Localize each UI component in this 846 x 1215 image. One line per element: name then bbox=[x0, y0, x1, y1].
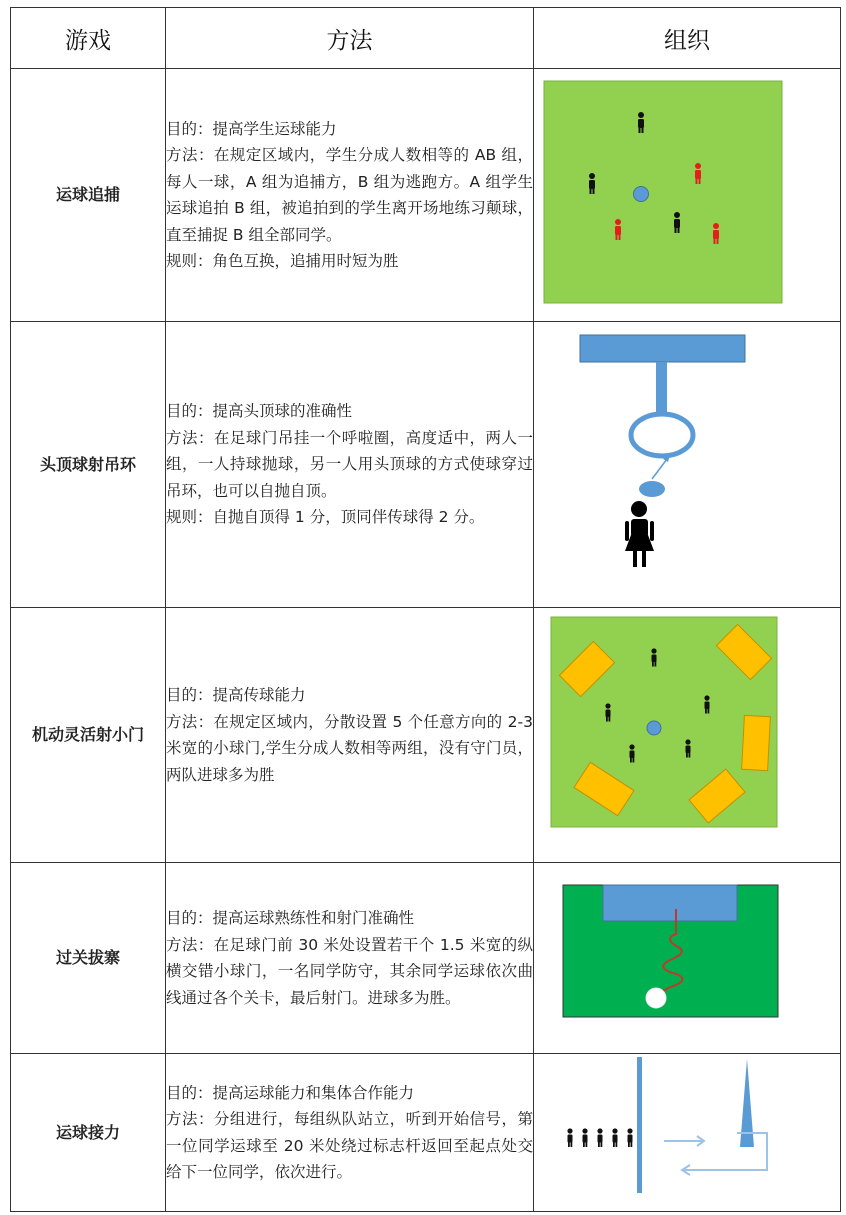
header-hoop-diagram bbox=[534, 323, 839, 607]
header-org: 组织 bbox=[534, 8, 841, 69]
org-cell bbox=[534, 69, 841, 322]
ball-icon bbox=[634, 186, 649, 201]
ball-icon bbox=[646, 988, 666, 1008]
header-row bbox=[11, 8, 841, 69]
person-icon bbox=[582, 1128, 587, 1147]
goal-text: 目的：提高传球能力 bbox=[166, 686, 306, 704]
org-cell bbox=[534, 863, 841, 1054]
game-name: 头顶球射吊环 bbox=[11, 322, 166, 608]
person-icon bbox=[612, 1128, 617, 1147]
table-row bbox=[11, 322, 841, 608]
game-name: 运球接力 bbox=[11, 1054, 166, 1212]
game-name: 过关拔寨 bbox=[11, 863, 166, 1054]
method-text: 方法：在规定区域内，分散设置 5 个任意方向的 2-3 米宽的小球门,学生分成人数相等两组，没有守门员，两队进球多为胜 bbox=[166, 712, 533, 784]
goal-icon bbox=[603, 885, 737, 921]
header-method: 方法 bbox=[166, 8, 534, 69]
person-icon bbox=[597, 1128, 602, 1147]
method-text: 方法：在规定区域内，学生分成人数相等的 AB 组，每人一球，A 组为追捕方，B 组为逃跑方。A 组学生运球追拍 B 组，被追拍到的学生离开场地练习颠球，直至捕捉 B 组全部同学。 bbox=[166, 146, 533, 244]
method-cell bbox=[166, 322, 534, 608]
hoop-icon bbox=[631, 414, 693, 456]
method-cell bbox=[166, 608, 534, 863]
person-icon bbox=[627, 1128, 632, 1147]
game-name: 机动灵活射小门 bbox=[11, 608, 166, 863]
small-goal-icon bbox=[742, 715, 771, 770]
relay-diagram bbox=[534, 1055, 839, 1211]
dribble-shoot-diagram bbox=[534, 864, 839, 1053]
method-cell bbox=[166, 863, 534, 1054]
table-row bbox=[11, 1054, 841, 1212]
table-row bbox=[11, 863, 841, 1054]
header-game: 游戏 bbox=[11, 8, 166, 69]
org-cell bbox=[534, 322, 841, 608]
goal-text: 目的：提高学生运球能力 bbox=[166, 119, 337, 138]
return-arrow-icon bbox=[682, 1133, 767, 1170]
method-cell bbox=[166, 69, 534, 322]
org-cell bbox=[534, 608, 841, 863]
method-text: 方法：在足球门前 30 米处设置若干个 1.5 米宽的纵横交错小球门，一名同学防守，其余同学运球依次曲线通过各个关卡，最后射门。进球多为胜。 bbox=[166, 935, 533, 1007]
ball-icon bbox=[647, 721, 661, 735]
goal-icon bbox=[580, 335, 745, 362]
method-text: 方法：在足球门吊挂一个呼啦圈，高度适中，两人一组，一人持球抛球，另一人用头顶球的方式使球穿过吊环，也可以自抛自顶。 bbox=[166, 428, 533, 500]
game-name: 运球追捕 bbox=[11, 69, 166, 322]
method-text: 方法：分组进行，每组纵队站立，听到开始信号，第一位同学运球至 20 米处绕过标志杆返回至起点处交给下一位同学，依次进行。 bbox=[166, 1110, 533, 1181]
person-icon bbox=[625, 501, 654, 567]
small-goals-diagram bbox=[534, 609, 839, 862]
person-icon bbox=[567, 1128, 572, 1147]
games-table bbox=[10, 7, 841, 1212]
rule-text: 规则：自抛自顶得 1 分，顶同伴传球得 2 分。 bbox=[166, 508, 485, 527]
goal-text: 目的：提高运球熟练性和射门准确性 bbox=[166, 909, 415, 927]
goal-text: 目的：提高头顶球的准确性 bbox=[166, 402, 353, 421]
field bbox=[544, 81, 782, 303]
ball-icon bbox=[639, 481, 665, 497]
table-row bbox=[11, 608, 841, 863]
start-line bbox=[637, 1057, 642, 1193]
goal-text: 目的：提高运球能力和集体合作能力 bbox=[166, 1083, 415, 1102]
hanger bbox=[656, 362, 667, 416]
method-cell bbox=[166, 1054, 534, 1212]
org-cell bbox=[534, 1054, 841, 1212]
chase-diagram bbox=[534, 70, 839, 321]
rule-text: 规则：角色互换，追捕用时短为胜 bbox=[166, 252, 399, 270]
table-row bbox=[11, 69, 841, 322]
